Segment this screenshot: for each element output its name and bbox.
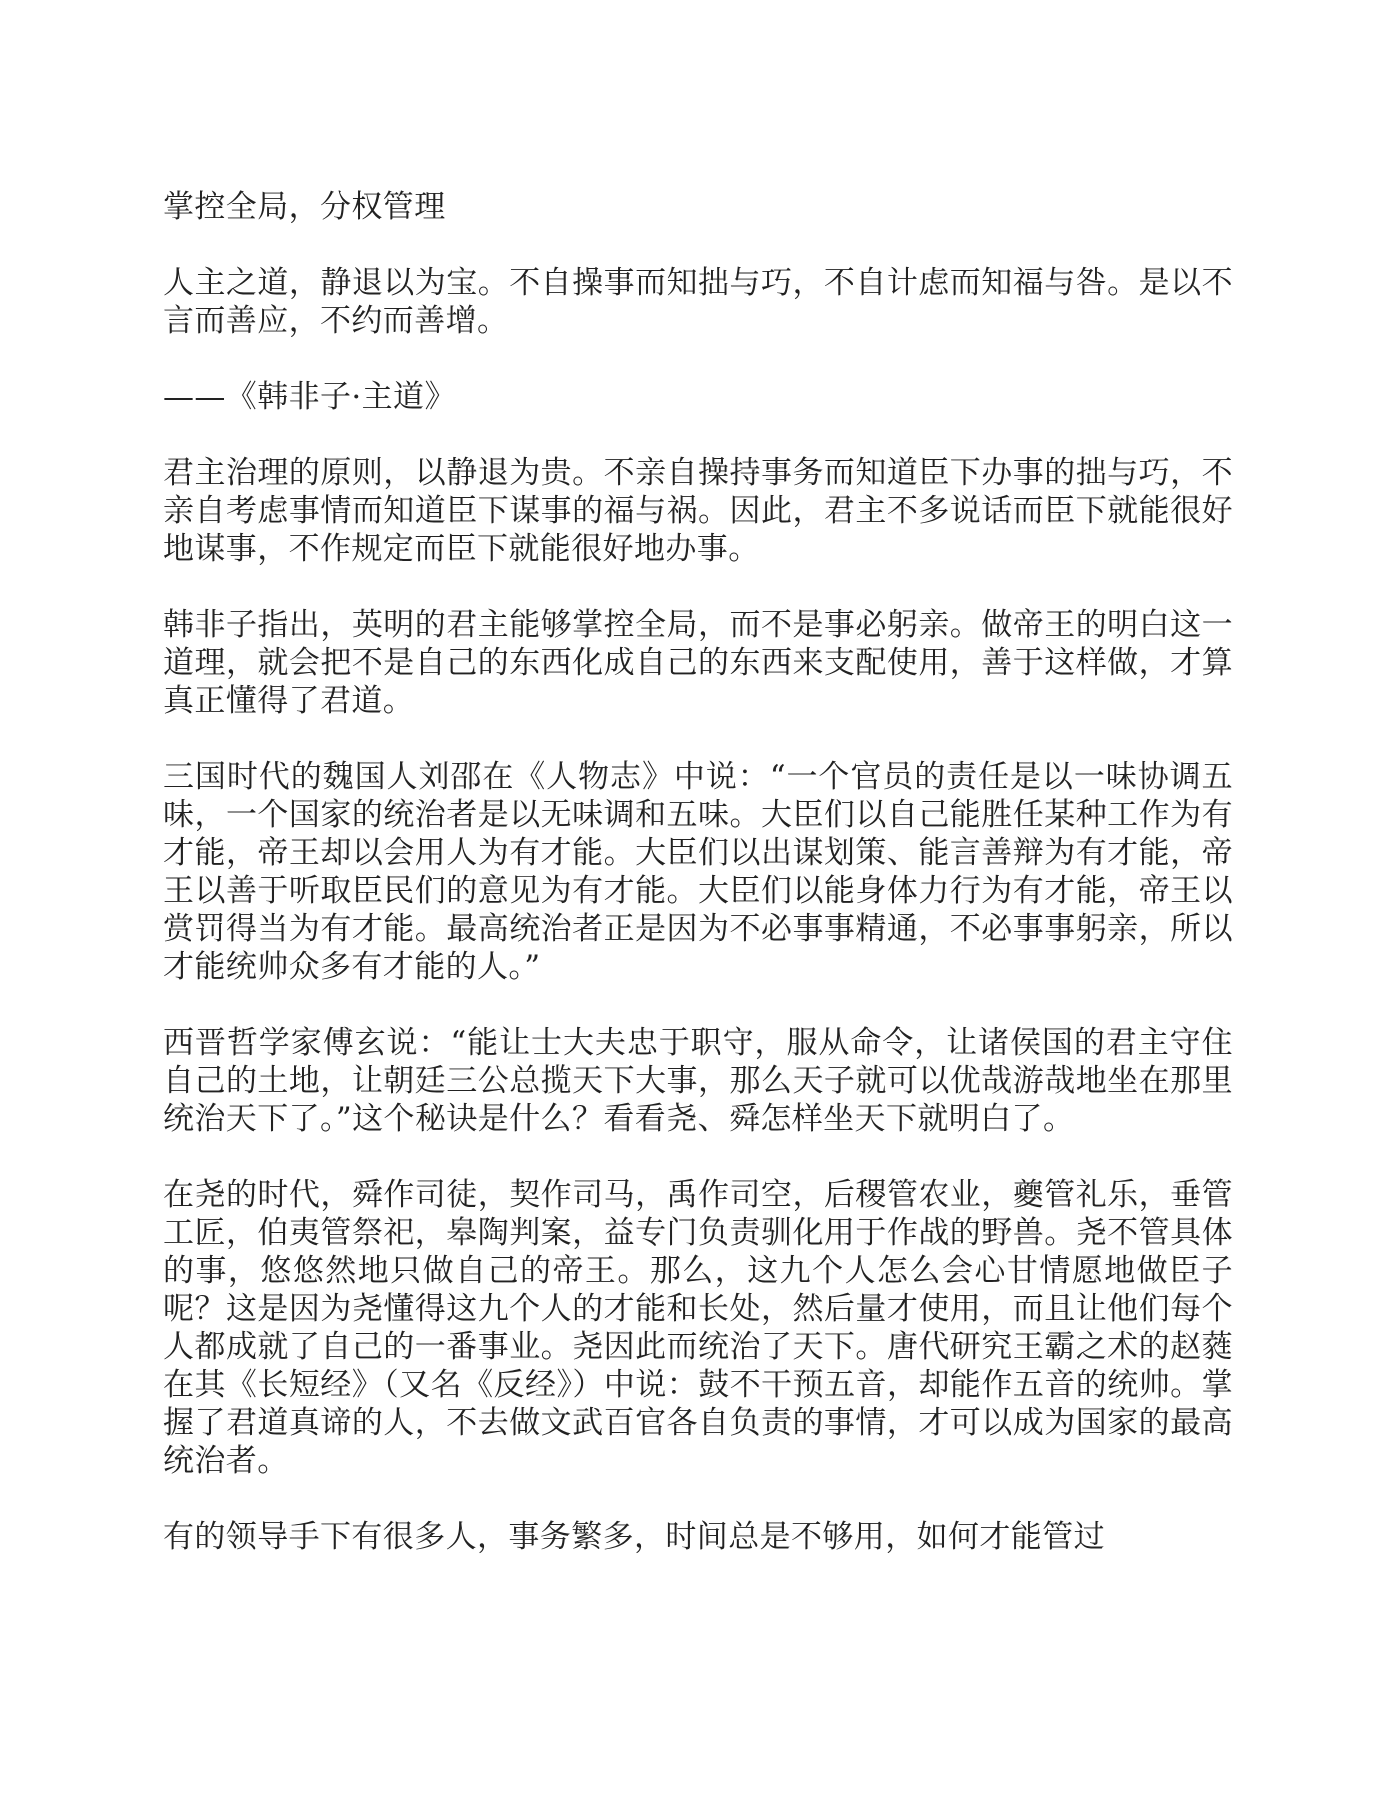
quote-source: ——《韩非子·主道》 — [163, 379, 456, 415]
paragraph-leaders: 有的领导手下有很多人，事务繁多，时间总是不够用，如何才能管过 — [163, 1519, 1105, 1555]
document-body — [163, 188, 1233, 1556]
paragraph-hanfeizi: 韩非子指出，英明的君主能够掌控全局，而不是事必躬亲。做帝王的明白这一道理，就会把不是自己的东西化成自己的东西来支配使用，善于这样做，才算真正懂得了君道。 — [163, 607, 1233, 719]
paragraph-translation: 君主治理的原则，以静退为贵。不亲自操持事务而知道臣下办事的拙与巧，不亲自考虑事情而知道臣下谋事的福与祸。因此，君主不多说话而臣下就能很好地谋事，不作规定而臣下就能很好地办事。 — [163, 455, 1233, 567]
section-heading: 掌控全局，分权管理 — [163, 189, 446, 225]
paragraph-liushao: 三国时代的魏国人刘邵在《人物志》中说：“一个官员的责任是以一味协调五味，一个国家的统治者是以无味调和五味。大臣们以自己能胜任某种工作为有才能，帝王却以会用人为有才能。大臣们以出谋划策、能言善辩为有才能，帝王以善于听取臣民们的意见为有才能。大臣们以能身体力行为有才能，帝王以赏罚得当为有才能。最高统治者正是因为不必事事精通，不必事事躬亲，所以才能统帅众多有才能的人。” — [163, 759, 1233, 985]
classical-quote: 人主之道，静退以为宝。不自操事而知拙与巧，不自计虑而知福与咎。是以不言而善应，不约而善增。 — [163, 265, 1233, 339]
paragraph-fuxuan: 西晋哲学家傅玄说：“能让士大夫忠于职守，服从命令，让诸侯国的君主守住自己的土地，让朝廷三公总揽天下大事，那么天子就可以优哉游哉地坐在那里统治天下了。”这个秘诀是什么？看看尧、舜怎样坐天下就明白了。 — [163, 1025, 1233, 1137]
paragraph-yao: 在尧的时代，舜作司徒，契作司马，禹作司空，后稷管农业，夔管礼乐，垂管工匠，伯夷管祭祀，皋陶判案，益专门负责驯化用于作战的野兽。尧不管具体的事，悠悠然地只做自己的帝王。那么，这九个人怎么会心甘情愿地做臣子呢？这是因为尧懂得这九个人的才能和长处，然后量才使用，而且让他们每个人都成就了自己的一番事业。尧因此而统治了天下。唐代研究王霸之术的赵蕤在其《长短经》（又名《反经》）中说：鼓不干预五音，却能作五音的统帅。掌握了君道真谛的人，不去做文武百官各自负责的事情，才可以成为国家的最高统治者。 — [163, 1177, 1233, 1479]
